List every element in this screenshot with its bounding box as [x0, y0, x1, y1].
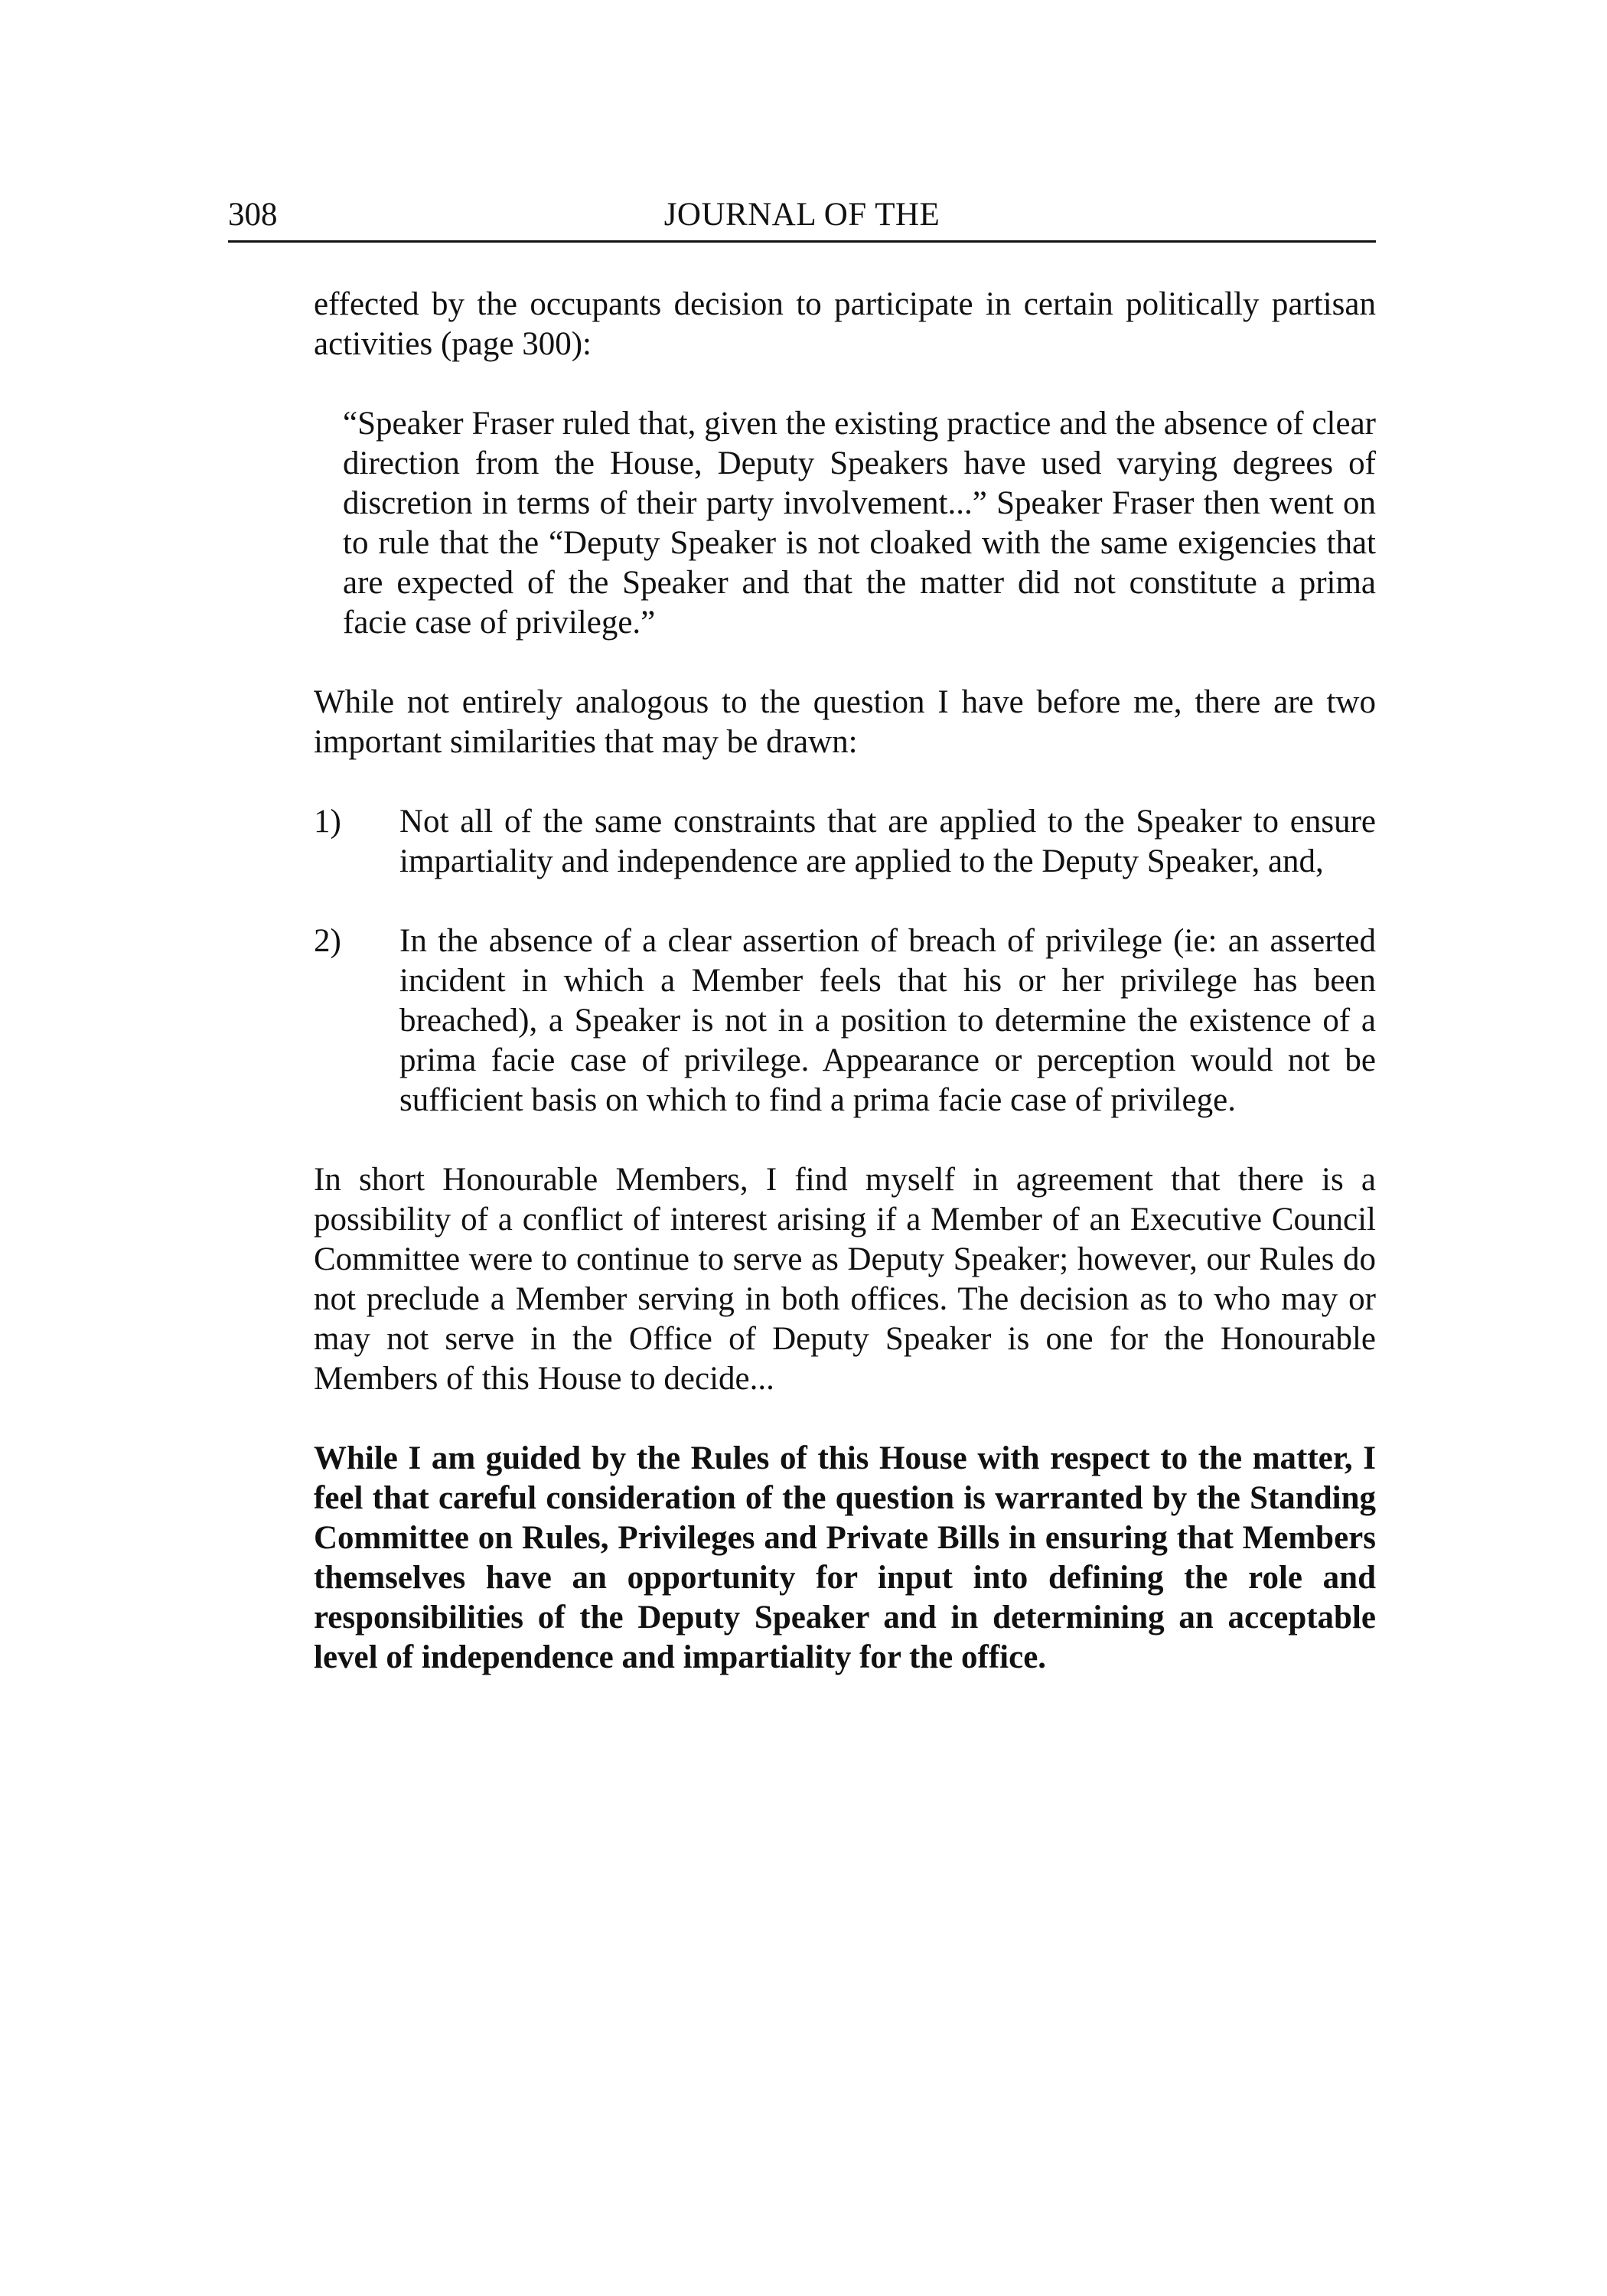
- page-body: [314, 285, 1376, 1678]
- page-number: 308: [228, 197, 278, 233]
- list-item: [314, 921, 1376, 1120]
- list-item: [314, 802, 1376, 882]
- block-quote: “Speaker Fraser ruled that, given the existing practice and the absence of clear direction from the House, Deputy Speakers have used varying degrees of discretion in terms of their party involvement...” Speaker Fraser then went on to rule that the “Deputy Speaker is not cloaked with the same exigencies that are expected of the Speaker and that the matter did not constitute a prima facie case of privilege.”: [343, 406, 1376, 641]
- bold-ruling-paragraph: While I am guided by the Rules of this House with respect to the matter, I feel that careful consideration of the question is warranted by the Standing Committee on Rules, Privileges and Private Bills in ensuring that Members themselves have an opportunity for input into defining the role and responsibilities of the Deputy Speaker and in determining an acceptable level of independence and impartiality for the office.: [314, 1440, 1376, 1675]
- list-item-number: 1): [314, 804, 341, 840]
- page-header: [228, 196, 1376, 243]
- analogy-paragraph: While not entirely analogous to the question I have before me, there are two important similarities that may be drawn:: [314, 684, 1376, 760]
- list-item-number: 2): [314, 923, 341, 959]
- list-item-text: In the absence of a clear assertion of breach of privilege (ie: an asserted incident in which a Member feels that his or her privilege has been breached), a Speaker is not in a position to determine the existence of a prima facie case of privilege. Appearance or perception would not be sufficient basis on which to find a prima facie case of privilege.: [399, 923, 1376, 1118]
- list-item-text: Not all of the same constraints that are applied to the Speaker to ensure impartiality and independence are applied to the Deputy Speaker, and,: [399, 804, 1376, 879]
- running-title: JOURNAL OF THE: [663, 197, 940, 233]
- conclusion-paragraph: In short Honourable Members, I find myself in agreement that there is a possibility of a conflict of interest arising if a Member of an Executive Council Committee were to continue to serve as Deputy Speaker; however, our Rules do not preclude a Member serving in both offices. The decision as to who may or may not serve in the Office of Deputy Speaker is one for the Honourable Members of this House to decide...: [314, 1162, 1376, 1397]
- intro-paragraph: effected by the occupants decision to participate in certain politically partisan activities (page 300):: [314, 286, 1376, 362]
